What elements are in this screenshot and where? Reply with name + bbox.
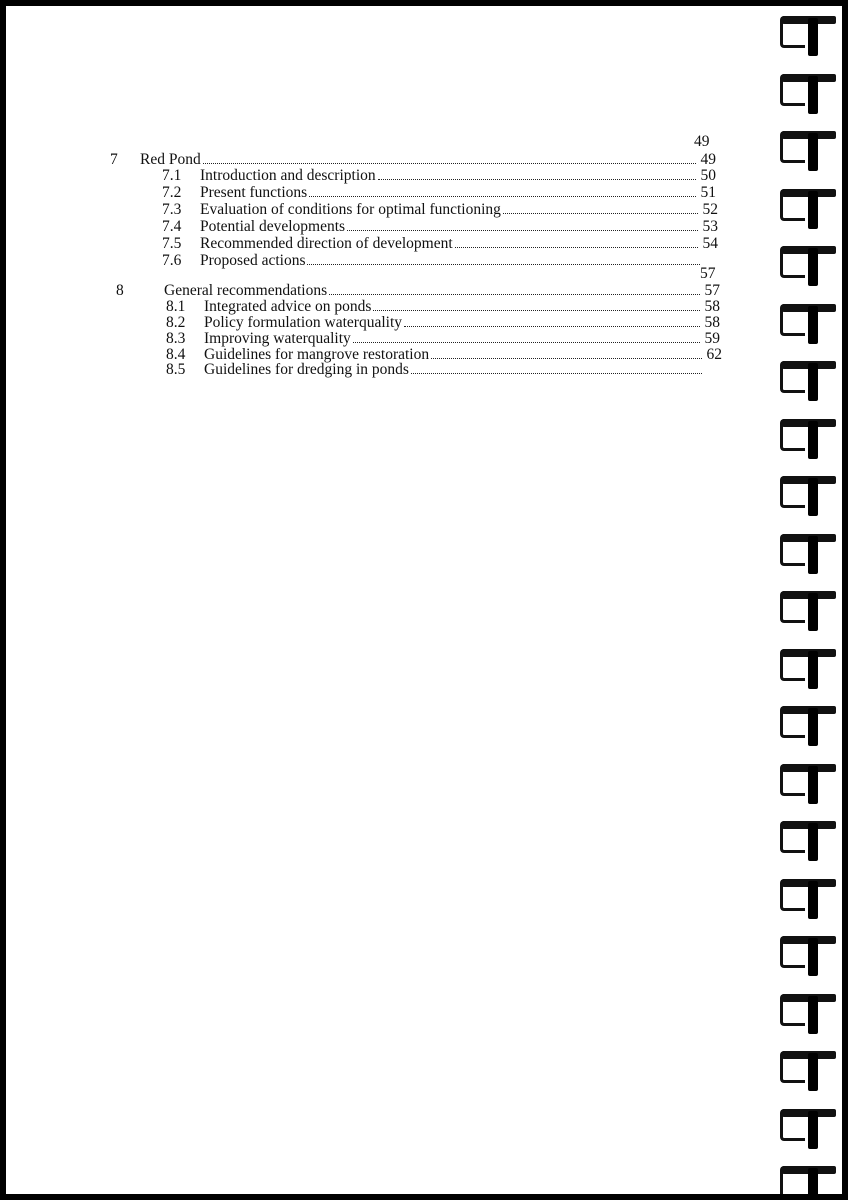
toc-chapter-title: General recommendations — [164, 282, 328, 299]
binding-ring-post — [808, 248, 818, 286]
toc-page-number: 62 — [706, 346, 722, 363]
binding-ring — [778, 240, 838, 288]
binding-ring — [778, 1103, 838, 1151]
dot-leader — [307, 264, 700, 265]
toc-item-number: 8.3 — [166, 330, 186, 347]
binding-ring-post — [808, 823, 818, 861]
binding-ring-post — [808, 133, 818, 171]
toc-page-number: 52 — [702, 201, 718, 218]
toc-item-number: 8.4 — [166, 346, 186, 363]
binding-ring-post — [808, 766, 818, 804]
table-of-contents — [6, 6, 848, 1200]
toc-page-number: 51 — [700, 184, 716, 201]
binding-ring — [778, 355, 838, 403]
toc-item-title: Introduction and description — [200, 167, 376, 184]
binding-ring-post — [808, 191, 818, 229]
binding-ring — [778, 758, 838, 806]
toc-chapter-title: Red Pond — [140, 151, 201, 168]
binding-ring — [778, 1160, 838, 1200]
toc-item-title: Present functions — [200, 184, 308, 201]
binding-ring — [778, 470, 838, 518]
toc-item-number: 8.2 — [166, 314, 186, 331]
binding-ring — [778, 873, 838, 921]
toc-item-number: 7.6 — [162, 252, 182, 269]
toc-item-7-3[interactable] — [162, 201, 718, 219]
binding-ring-post — [808, 708, 818, 746]
toc-item-7-2[interactable] — [162, 184, 716, 202]
binding-ring-post — [808, 421, 818, 459]
binding-ring-post — [808, 363, 818, 401]
toc-item-8-5[interactable] — [166, 361, 722, 379]
binding-ring — [778, 183, 838, 231]
binding-ring — [778, 10, 838, 58]
binding-ring-post — [808, 536, 818, 574]
dot-leader — [347, 230, 698, 231]
binding-ring-post — [808, 881, 818, 919]
binding-ring — [778, 413, 838, 461]
toc-item-7-4[interactable] — [162, 218, 718, 236]
toc-page-number: 49 — [700, 151, 716, 168]
toc-item-title: Recommended direction of development — [200, 235, 453, 252]
toc-chapter-number: 7 — [110, 151, 118, 168]
binding-ring — [778, 700, 838, 748]
toc-item-title: Evaluation of conditions for optimal functioning — [200, 201, 501, 218]
toc-page-number: 58 — [704, 314, 720, 331]
toc-chapter-number: 8 — [116, 282, 124, 299]
binding-ring-post — [808, 1053, 818, 1091]
toc-item-title: Proposed actions — [200, 252, 306, 269]
toc-item-number: 7.3 — [162, 201, 182, 218]
dot-leader — [353, 342, 700, 343]
binding-ring — [778, 68, 838, 116]
dot-leader — [411, 373, 702, 374]
bleed-through-mark — [606, 946, 607, 947]
dot-leader — [203, 163, 696, 164]
dot-leader — [329, 294, 700, 295]
toc-page-number: 50 — [700, 167, 716, 184]
toc-item-number: 8.1 — [166, 298, 186, 315]
binding-ring-post — [808, 1168, 818, 1200]
toc-item-number: 7.4 — [162, 218, 182, 235]
binding-ring — [778, 298, 838, 346]
binding-ring — [778, 643, 838, 691]
toc-item-7-6[interactable] — [162, 252, 720, 270]
binding-ring — [778, 585, 838, 633]
binding-ring-post — [808, 306, 818, 344]
binding-ring-post — [808, 76, 818, 114]
dot-leader — [404, 326, 700, 327]
binding-ring — [778, 1045, 838, 1093]
toc-page-number: 53 — [702, 218, 718, 235]
dot-leader — [503, 213, 698, 214]
toc-item-number: 8.5 — [166, 361, 186, 378]
binding-ring-post — [808, 938, 818, 976]
toc-item-title: Guidelines for mangrove restoration — [204, 346, 430, 363]
dot-leader — [431, 358, 702, 359]
toc-item-title: Guidelines for dredging in ponds — [204, 361, 409, 378]
spiral-binding — [778, 6, 842, 1200]
dot-leader — [373, 310, 700, 311]
toc-item-title: Policy formulation waterquality — [204, 314, 403, 331]
binding-ring-post — [808, 18, 818, 56]
toc-item-title: Improving waterquality — [204, 330, 351, 347]
toc-page-number: 57 — [700, 265, 716, 282]
binding-ring-post — [808, 996, 818, 1034]
binding-ring — [778, 815, 838, 863]
dot-leader — [309, 196, 696, 197]
binding-ring-post — [808, 593, 818, 631]
binding-ring-post — [808, 1111, 818, 1149]
binding-ring — [778, 988, 838, 1036]
toc-item-7-5[interactable] — [162, 235, 718, 253]
binding-ring — [778, 125, 838, 173]
toc-item-number: 7.2 — [162, 184, 182, 201]
toc-item-title: Integrated advice on ponds — [204, 298, 372, 315]
toc-page-number: 58 — [704, 298, 720, 315]
toc-page-number: 59 — [704, 330, 720, 347]
toc-item-number: 7.1 — [162, 167, 182, 184]
toc-page-number: 54 — [702, 235, 718, 252]
toc-item-number: 7.5 — [162, 235, 182, 252]
binding-ring — [778, 528, 838, 576]
toc-item-7-1[interactable] — [162, 167, 716, 185]
binding-ring-post — [808, 651, 818, 689]
binding-ring-post — [808, 478, 818, 516]
binding-ring — [778, 930, 838, 978]
dot-leader — [455, 247, 698, 248]
toc-page-number: 57 — [704, 282, 720, 299]
toc-page-number: 49 — [694, 133, 710, 150]
dot-leader — [378, 179, 696, 180]
toc-item-title: Potential developments — [200, 218, 346, 235]
